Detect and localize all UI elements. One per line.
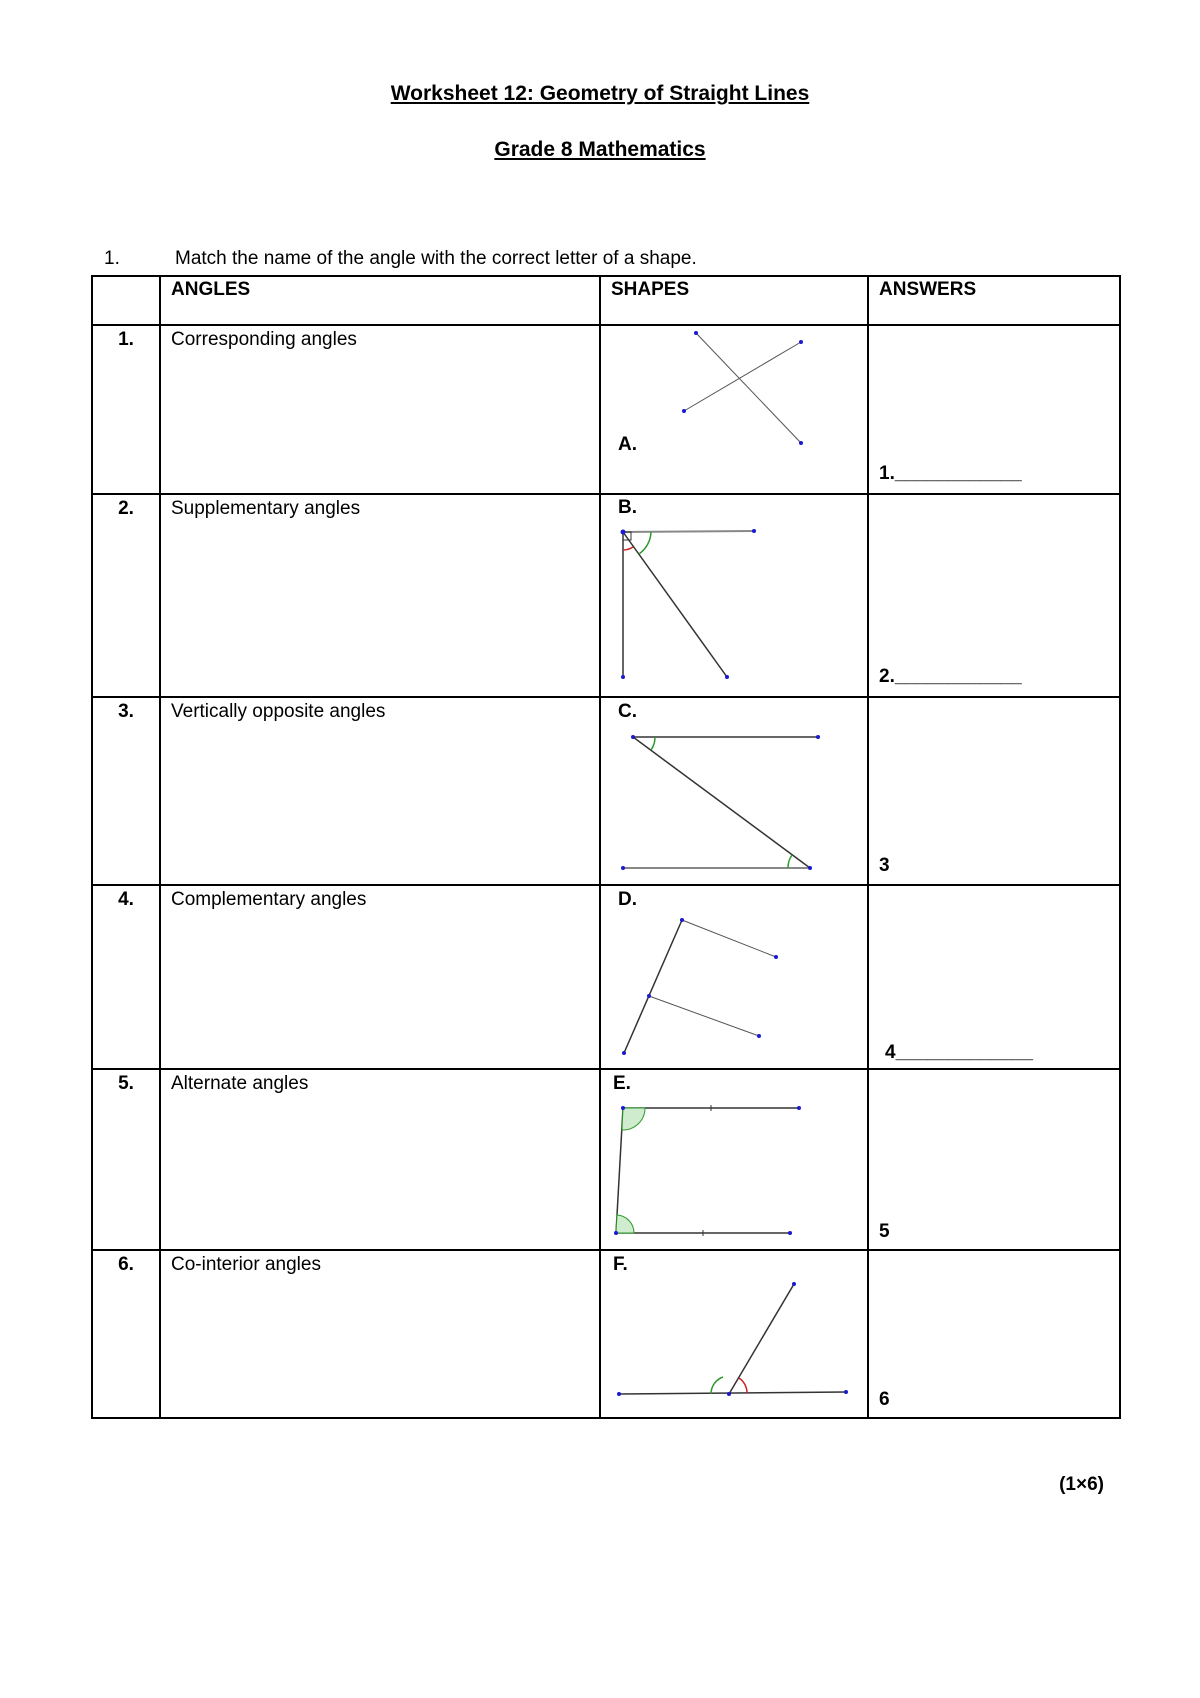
angle-arc: [623, 547, 633, 550]
shape-letter: F.: [613, 1254, 628, 1275]
angle-name: Alternate angles: [160, 1069, 600, 1250]
point: [614, 1231, 618, 1235]
row-number: 2.: [92, 494, 160, 697]
point: [752, 529, 756, 533]
point: [621, 866, 625, 870]
shape-b-diagram: [601, 495, 869, 698]
answer-cell[interactable]: [868, 1069, 1120, 1250]
question-number: 1.: [104, 248, 120, 269]
point: [727, 1392, 731, 1396]
table-row: [92, 885, 1120, 1069]
point: [808, 866, 812, 870]
line: [649, 996, 759, 1036]
shape-a-diagram: [601, 326, 869, 495]
point: [816, 735, 820, 739]
angle-arc: [651, 737, 655, 750]
shape-cell: [600, 885, 868, 1069]
angle-arc: [739, 1378, 747, 1393]
question-text: Match the name of the angle with the correct letter of a shape.: [175, 248, 697, 269]
shape-d-diagram: [601, 886, 869, 1070]
point: [647, 994, 651, 998]
answer-cell[interactable]: [868, 697, 1120, 885]
point: [682, 409, 686, 413]
table-row: [92, 1250, 1120, 1418]
row-number: 6.: [92, 1250, 160, 1418]
line: [696, 333, 801, 443]
angle-arc: [639, 532, 651, 554]
worksheet-subtitle: Grade 8 Mathematics: [494, 138, 706, 161]
row-number: 4.: [92, 885, 160, 1069]
point: [799, 340, 803, 344]
shape-letter: E.: [613, 1073, 631, 1094]
point: [680, 918, 684, 922]
line: [729, 1284, 794, 1394]
point: [631, 735, 635, 739]
line: [623, 531, 754, 532]
angle-name: Complementary angles: [160, 885, 600, 1069]
answer-cell[interactable]: [868, 325, 1120, 494]
row-number: 5.: [92, 1069, 160, 1250]
angle-name: Co-interior angles: [160, 1250, 600, 1418]
shape-c-diagram: [601, 698, 869, 886]
shape-letter: B.: [618, 497, 637, 518]
angle-name: Supplementary angles: [160, 494, 600, 697]
header-answers: ANSWERS: [868, 276, 1120, 325]
point: [621, 675, 625, 679]
answer-cell[interactable]: [868, 494, 1120, 697]
point: [621, 1106, 625, 1110]
answer-blank[interactable]: 3: [879, 855, 890, 876]
table-row: [92, 325, 1120, 494]
table-row: [92, 697, 1120, 885]
shape-letter: D.: [618, 889, 637, 910]
point: [788, 1231, 792, 1235]
answer-blank[interactable]: 6: [879, 1389, 890, 1410]
line: [624, 920, 682, 1053]
answer-cell[interactable]: [868, 885, 1120, 1069]
point: [725, 675, 729, 679]
point: [792, 1282, 796, 1286]
point: [757, 1034, 761, 1038]
shape-cell: [600, 1250, 868, 1418]
marks-allocation: (1×6): [1059, 1474, 1104, 1495]
angle-name: Vertically opposite angles: [160, 697, 600, 885]
answer-blank[interactable]: 5: [879, 1221, 890, 1242]
header-angles: ANGLES: [160, 276, 600, 325]
row-number: 3.: [92, 697, 160, 885]
point: [617, 1392, 621, 1396]
angle-arc: [788, 855, 792, 868]
angle-sector: [622, 1108, 645, 1130]
line: [623, 532, 727, 677]
shape-e-diagram: [601, 1070, 869, 1251]
answer-blank[interactable]: 1.____________: [879, 463, 1022, 484]
shape-cell: [600, 494, 868, 697]
point: [622, 1051, 626, 1055]
shape-cell: [600, 325, 868, 494]
shape-letter: C.: [618, 701, 637, 722]
answer-cell[interactable]: [868, 1250, 1120, 1418]
point: [774, 955, 778, 959]
row-number: 1.: [92, 325, 160, 494]
worksheet-title: Worksheet 12: Geometry of Straight Lines: [390, 82, 810, 105]
point: [799, 441, 803, 445]
angle-arc: [711, 1377, 723, 1394]
shape-cell: [600, 1069, 868, 1250]
shape-f-diagram: [601, 1251, 869, 1419]
angle-name: Corresponding angles: [160, 325, 600, 494]
angle-sector: [616, 1215, 634, 1233]
point: [621, 530, 626, 535]
shape-cell: [600, 697, 868, 885]
header-shapes: SHAPES: [600, 276, 868, 325]
table-header-row: [92, 276, 1120, 325]
answer-blank[interactable]: 2.____________: [879, 666, 1022, 687]
line: [682, 920, 776, 957]
table-row: [92, 494, 1120, 697]
table-row: [92, 1069, 1120, 1250]
line: [633, 737, 810, 868]
point: [694, 331, 698, 335]
answer-blank[interactable]: 4_____________: [885, 1042, 1033, 1063]
question-instruction: [104, 248, 697, 270]
matching-table: [91, 275, 1121, 1419]
line: [684, 342, 801, 411]
line: [619, 1392, 846, 1394]
point: [797, 1106, 801, 1110]
point: [844, 1390, 848, 1394]
header-blank: [92, 276, 160, 325]
shape-letter: A.: [618, 434, 637, 455]
